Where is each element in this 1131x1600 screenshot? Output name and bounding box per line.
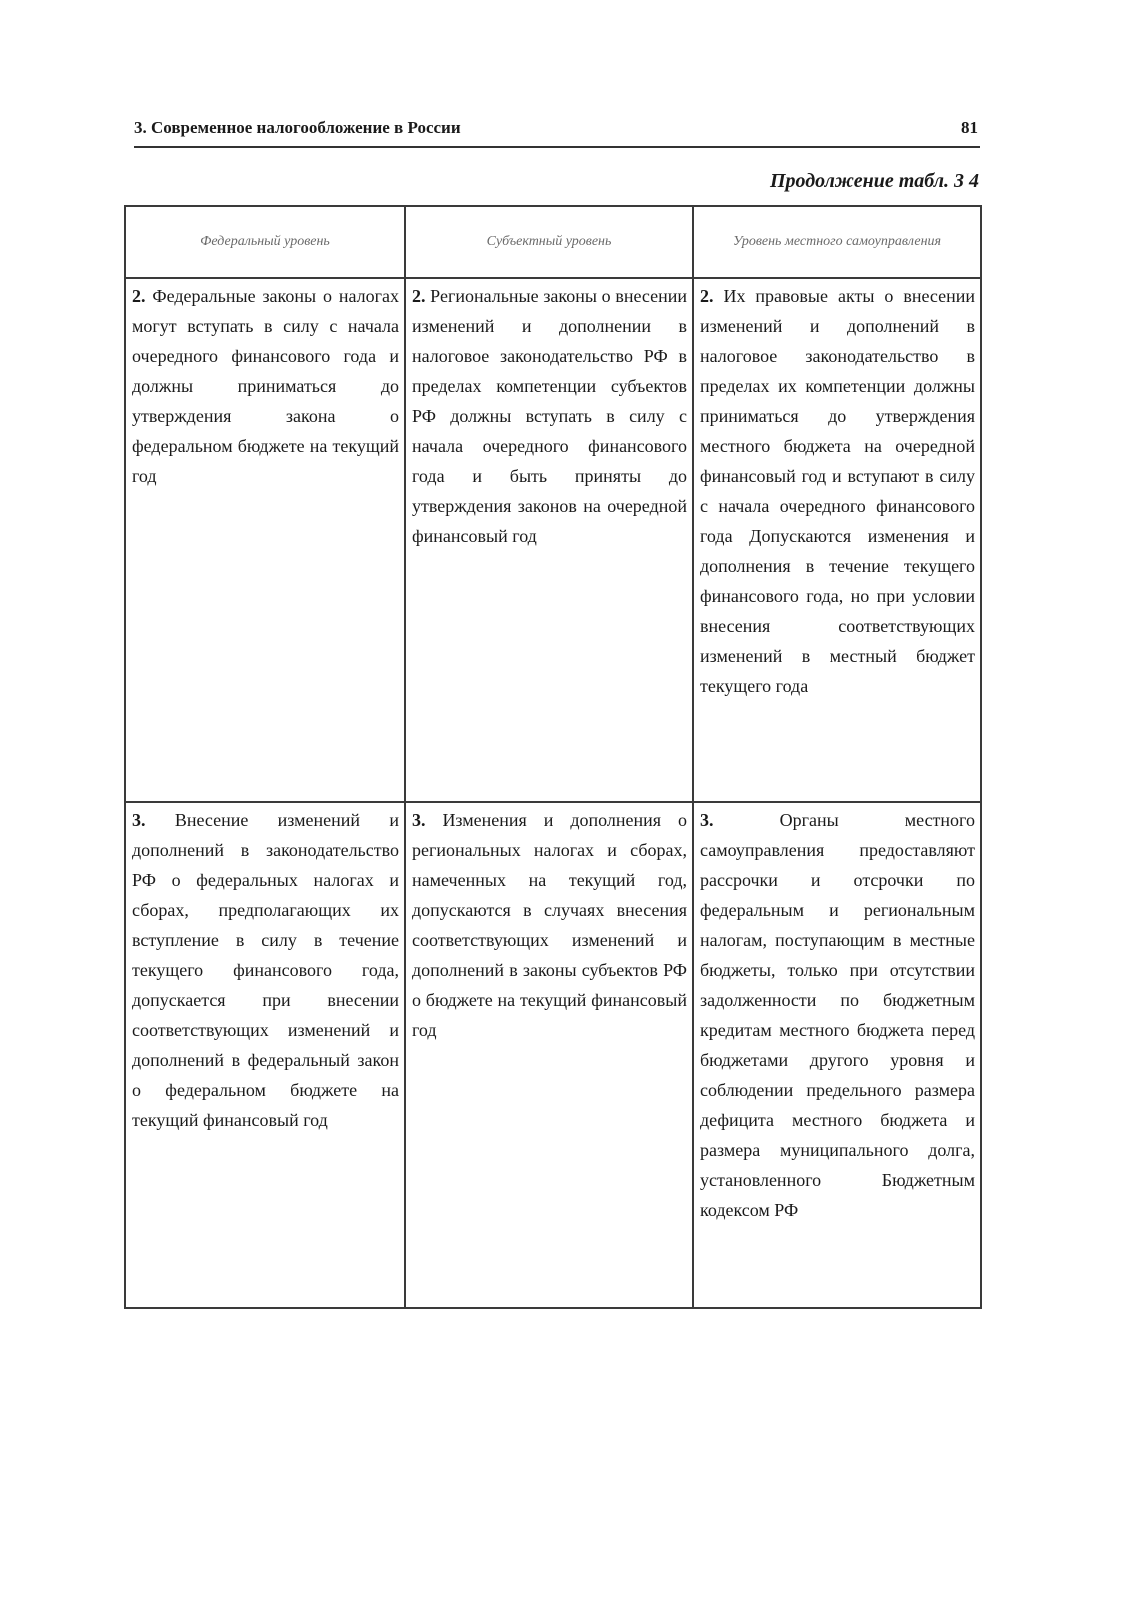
- table-cell-federal: [125, 278, 405, 802]
- cell-text: Изменения и дополнения о региональных налогах и сборах, намеченных на текущий год, допускаются в случаях внесения соответствующих изменений и дополнений в законы субъектов РФ о бюджете на текущий финансовый год: [412, 810, 687, 1040]
- page-number: 81: [961, 118, 978, 137]
- table-row: [125, 802, 981, 1308]
- item-number: 2.: [700, 286, 714, 306]
- cell-text: Внесение изменений и дополнений в законодательство РФ о федеральных налогах и сборах, предполагающих их вступление в силу в течение текущего финансового года, допускается при внесении соответствующих изменений и дополнений в федеральный закон о федеральном бюджете на текущий финансовый год: [132, 810, 399, 1130]
- running-header: [134, 116, 980, 148]
- item-number: 2.: [412, 286, 426, 306]
- cell-text: Органы местного самоуправления предоставляют рассрочки и отсрочки по федеральным и региональным налогам, поступающим в местные бюджеты, только при отсутствии задолженности по бюджетным кредитам местного бюджета перед бюджетами другого уровня и соблюдении предельного размера дефицита местного бюджета и размера муниципального долга, установленного Бюджетным кодексом РФ: [700, 810, 975, 1220]
- cell-text: Их правовые акты о внесении изменений и дополнений в налоговое законодательство в пределах их компетенции должны приниматься до утверждения местного бюджета на очередной финансовый год и вступают в силу с начала очередного финансового года Допускаются изменения и дополнения в течение текущего финансового года, но при условии внесения соответствующих изменений в местный бюджет текущего года: [700, 286, 975, 696]
- item-number: 3.: [412, 810, 426, 830]
- column-header-local: Уровень местного самоуправления: [693, 206, 981, 278]
- table-row: [125, 278, 981, 802]
- item-number: 3.: [700, 810, 714, 830]
- table-cell-federal: [125, 802, 405, 1308]
- table-caption: Продолжение табл. 3 4: [769, 170, 979, 192]
- column-header-regional: Субъектный уровень: [405, 206, 693, 278]
- cell-text: Региональные законы о внесении изменений и дополнении в налоговое законодательство РФ в пределах компетенции субъектов РФ должны вступать в силу с начала очередного финансового года и быть приняты до утверждения законов на очередной финансовый год: [412, 286, 687, 546]
- table-cell-local: [693, 278, 981, 802]
- table-cell-local: [693, 802, 981, 1308]
- chapter-title: 3. Современное налогообложение в России: [134, 118, 461, 137]
- legislation-table: [124, 205, 982, 1309]
- item-number: 2.: [132, 286, 146, 306]
- table-cell-regional: [405, 802, 693, 1308]
- table-cell-regional: [405, 278, 693, 802]
- table-header-row: [125, 206, 981, 278]
- cell-text: Федеральные законы о налогах могут вступать в силу с начала очередного финансового года и должны приниматься до утверждения закона о федеральном бюджете на текущий год: [132, 286, 399, 486]
- item-number: 3.: [132, 810, 146, 830]
- column-header-federal: Федеральный уровень: [125, 206, 405, 278]
